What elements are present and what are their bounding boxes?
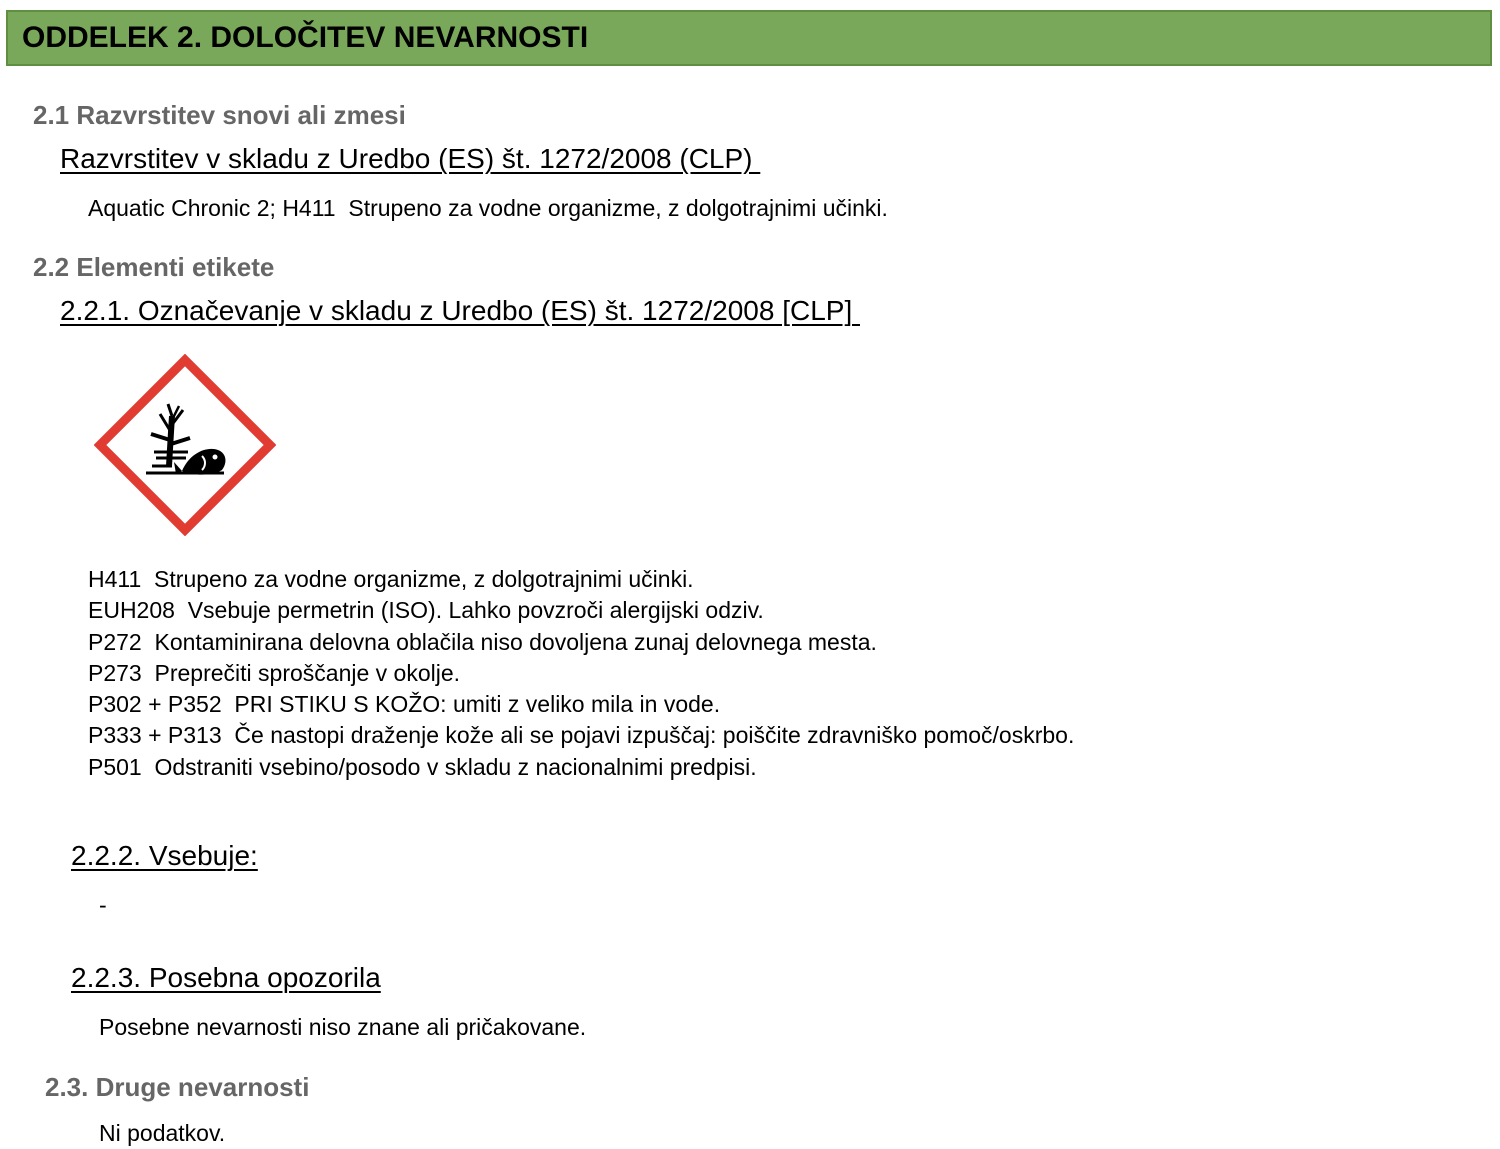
section-title: ODDELEK 2. DOLOČITEV NEVARNOSTI bbox=[22, 21, 589, 54]
subheading-special-warnings: 2.2.3. Posebna opozorila bbox=[71, 962, 381, 993]
heading-2-1: 2.1 Razvrstitev snovi ali zmesi bbox=[33, 100, 406, 130]
subheading-labelling-clp: 2.2.1. Označevanje v skladu z Uredbo (ES) št. 1272/2008 [CLP] bbox=[60, 295, 860, 326]
special-warnings-text: Posebne nevarnosti niso znane ali pričakovane. bbox=[99, 1014, 587, 1040]
subheading-contains: 2.2.2. Vsebuje: bbox=[71, 840, 258, 871]
statement-h411: H411 Strupeno za vodne organizme, z dolgotrajnimi učinki. bbox=[88, 566, 694, 592]
other-hazards-text: Ni podatkov. bbox=[99, 1120, 226, 1146]
hazard-precautionary-statements bbox=[88, 564, 1074, 783]
environment-hazard-pictogram-icon bbox=[94, 354, 276, 536]
statement-p302-p352: P302 + P352 PRI STIKU S KOŽO: umiti z veliko mila in vode. bbox=[88, 691, 721, 718]
subheading-classification-clp: Razvrstitev v skladu z Uredbo (ES) št. 1272/2008 (CLP) bbox=[60, 143, 761, 174]
statement-p273: P273 Preprečiti sproščanje v okolje. bbox=[88, 659, 461, 686]
statement-p272: P272 Kontaminirana delovna oblačila niso dovoljena zunaj delovnega mesta. bbox=[88, 628, 877, 655]
statement-p501: P501 Odstraniti vsebino/posodo v skladu z nacionalnimi predpisi. bbox=[88, 753, 757, 780]
heading-2-2: 2.2 Elementi etikete bbox=[33, 252, 275, 282]
statement-p333-p313: P333 + P313 Če nastopi draženje kože ali se pojavi izpuščaj: poiščite zdravniško pomoč/oskrbo. bbox=[88, 722, 1075, 749]
heading-2-3: 2.3. Druge nevarnosti bbox=[45, 1072, 310, 1102]
statement-euh208: EUH208 Vsebuje permetrin (ISO). Lahko povzroči alergijski odziv. bbox=[88, 597, 764, 624]
classification-text: Aquatic Chronic 2; H411 Strupeno za vodne organizme, z dolgotrajnimi učinki. bbox=[88, 195, 888, 221]
section-header-bar bbox=[6, 10, 1492, 66]
contains-text: - bbox=[99, 892, 107, 918]
